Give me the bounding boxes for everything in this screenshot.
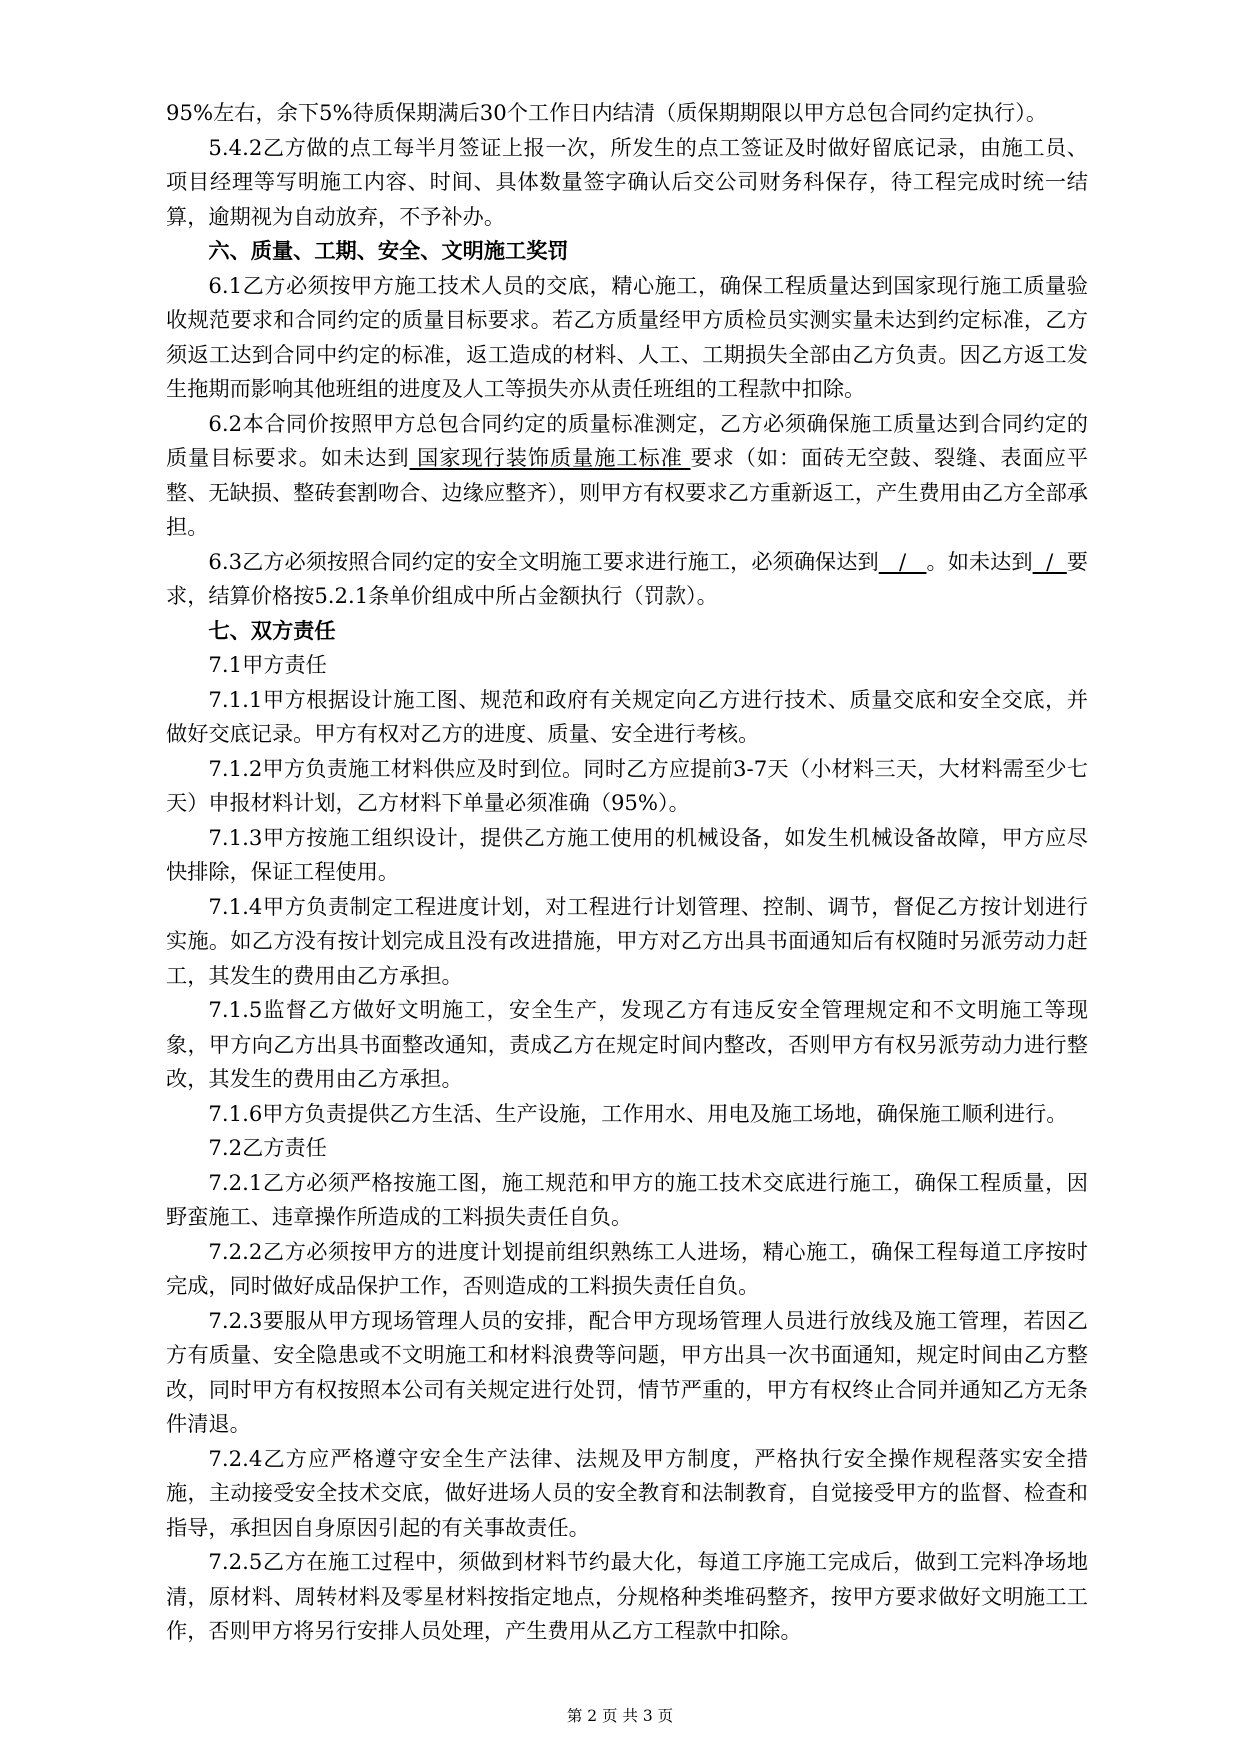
paragraph-5-4-1-continued: 95%左右，余下5%待质保期满后30个工作日内结清（质保期期限以甲方总包合同约定执行）。 <box>166 100 1048 125</box>
paragraph-7-1-3: 7.1.3甲方按施工组织设计，提供乙方施工使用的机械设备，如发生机械设备故障，甲方应尽快排除，保证工程使用。 <box>166 824 1088 884</box>
paragraph-6-1: 6.1乙方必须按甲方施工技术人员的交底，精心施工，确保工程质量达到国家现行施工质量验收规范要求和合同约定的质量目标要求。若乙方质量经甲方质检员实测实量未达到约定标准，乙方须返工达到合同中约定的标准，返工造成的材料、人工、工期损失全部由乙方负责。因乙方返工发生拖期而影响其他班组的进度及人工等损失亦从责任班组的工程款中扣除。 <box>166 272 1088 401</box>
paragraph-7-1-1: 7.1.1甲方根据设计施工图、规范和政府有关规定向乙方进行技术、质量交底和安全交底，并做好交底记录。甲方有权对乙方的进度、质量、安全进行考核。 <box>166 686 1088 746</box>
paragraph-7-1-2: 7.1.2甲方负责施工材料供应及时到位。同时乙方应提前3-7天（小材料三天，大材料需至少七天）申报材料计划，乙方材料下单量必须准确（95%）。 <box>166 755 1088 815</box>
paragraph-7-2-3: 7.2.3要服从甲方现场管理人员的安排，配合甲方现场管理人员进行放线及施工管理，若因乙方有质量、安全隐患或不文明施工和材料浪费等问题，甲方出具一次书面通知，规定时间由乙方整改，同时甲方有权按照本公司有关规定进行处罚，情节严重的，甲方有权终止合同并通知乙方无条件清退。 <box>166 1307 1088 1436</box>
paragraph-6-2-underlined-standard: 国家现行装饰质量施工标准 <box>409 445 691 470</box>
paragraph-7-2-5: 7.2.5乙方在施工过程中，须做到材料节约最大化，每道工序施工完成后，做到工完料净场地清，原材料、周转材料及零星材料按指定地点，分规格种类堆码整齐，按甲方要求做好文明施工工作，否则甲方将另行安排人员处理，产生费用从乙方工程款中扣除。 <box>166 1549 1088 1643</box>
paragraph-6-3-text-c: 要求，结算价格按5.2.1条单价组成中所占金额执行（罚款）。 <box>166 548 1088 608</box>
paragraph-7-1-5: 7.1.5监督乙方做好文明施工，安全生产，发现乙方有违反安全管理规定和不文明施工等现象，甲方向乙方出具书面整改通知，责成乙方在规定时间内整改，否则甲方有权另派劳动力进行整改，其发生的费用由乙方承担。 <box>166 997 1088 1091</box>
paragraph-6-3-text-b: 。如未达到 <box>926 548 1033 574</box>
paragraph-7-2-1: 7.2.1乙方必须严格按施工图，施工规范和甲方的施工技术交底进行施工，确保工程质量，因野蛮施工、违章操作所造成的工料损失责任自负。 <box>166 1169 1088 1229</box>
paragraph-7-1-4: 7.1.4甲方负责制定工程进度计划，对工程进行计划管理、控制、调节，督促乙方按计划进行实施。如乙方没有按计划完成且没有改进措施，甲方对乙方出具书面通知后有权随时另派劳动力赶工，其发生的费用由乙方承担。 <box>166 893 1088 988</box>
section-heading-6: 六、质量、工期、安全、文明施工奖罚 <box>208 238 569 263</box>
paragraph-6-3-blank-2: / <box>1032 548 1067 574</box>
paragraph-6-3 <box>166 545 1088 614</box>
page-number-footer: 第 2 页 共 3 页 <box>566 1707 674 1725</box>
paragraph-7-2-2: 7.2.2乙方必须按甲方的进度计划提前组织熟练工人进场，精心施工，确保工程每道工序按时完成，同时做好成品保护工作，否则造成的工料损失责任自负。 <box>166 1238 1088 1298</box>
paragraph-7-2-4: 7.2.4乙方应严格遵守安全生产法律、法规及甲方制度，严格执行安全操作规程落实安全措施，主动接受安全技术交底，做好进场人员的安全教育和法制教育，自觉接受甲方的监督、检查和指导，承担因自身原因引起的有关事故责任。 <box>166 1445 1088 1540</box>
paragraph-7-2: 7.2乙方责任 <box>208 1135 327 1160</box>
section-heading-7: 七、双方责任 <box>208 617 336 643</box>
paragraph-5-4-2: 5.4.2乙方做的点工每半月签证上报一次，所发生的点工签证及时做好留底记录，由施工员、项目经理等写明施工内容、时间、具体数量签字确认后交公司财务科保存，待工程完成时统一结算，逾期视为自动放弃，不予补办。 <box>166 134 1088 229</box>
paragraph-6-2-text-b: 要求（如：面砖无空鼓、裂缝、表面应平整、无缺损、整砖套割吻合、边缘应整齐），则甲方有权要求乙方重新返工，产生费用由乙方全部承担。 <box>166 445 1088 539</box>
paragraph-6-2 <box>166 407 1088 545</box>
paragraph-6-3-text-a: 6.3乙方必须按照合同约定的安全文明施工要求进行施工，必须确保达到 <box>208 548 879 574</box>
paragraph-7-1-6: 7.1.6甲方负责提供乙方生活、生产设施，工作用水、用电及施工场地，确保施工顺利进行。 <box>208 1100 1068 1126</box>
document-body <box>166 96 1088 1649</box>
paragraph-6-3-blank-1: / <box>878 548 927 574</box>
paragraph-6-2-text-a: 6.2本合同价按照甲方总包合同约定的质量标准测定，乙方必须确保施工质量达到合同约定的质量目标要求。如未达到 <box>166 410 1088 470</box>
paragraph-7-1: 7.1甲方责任 <box>208 652 327 677</box>
